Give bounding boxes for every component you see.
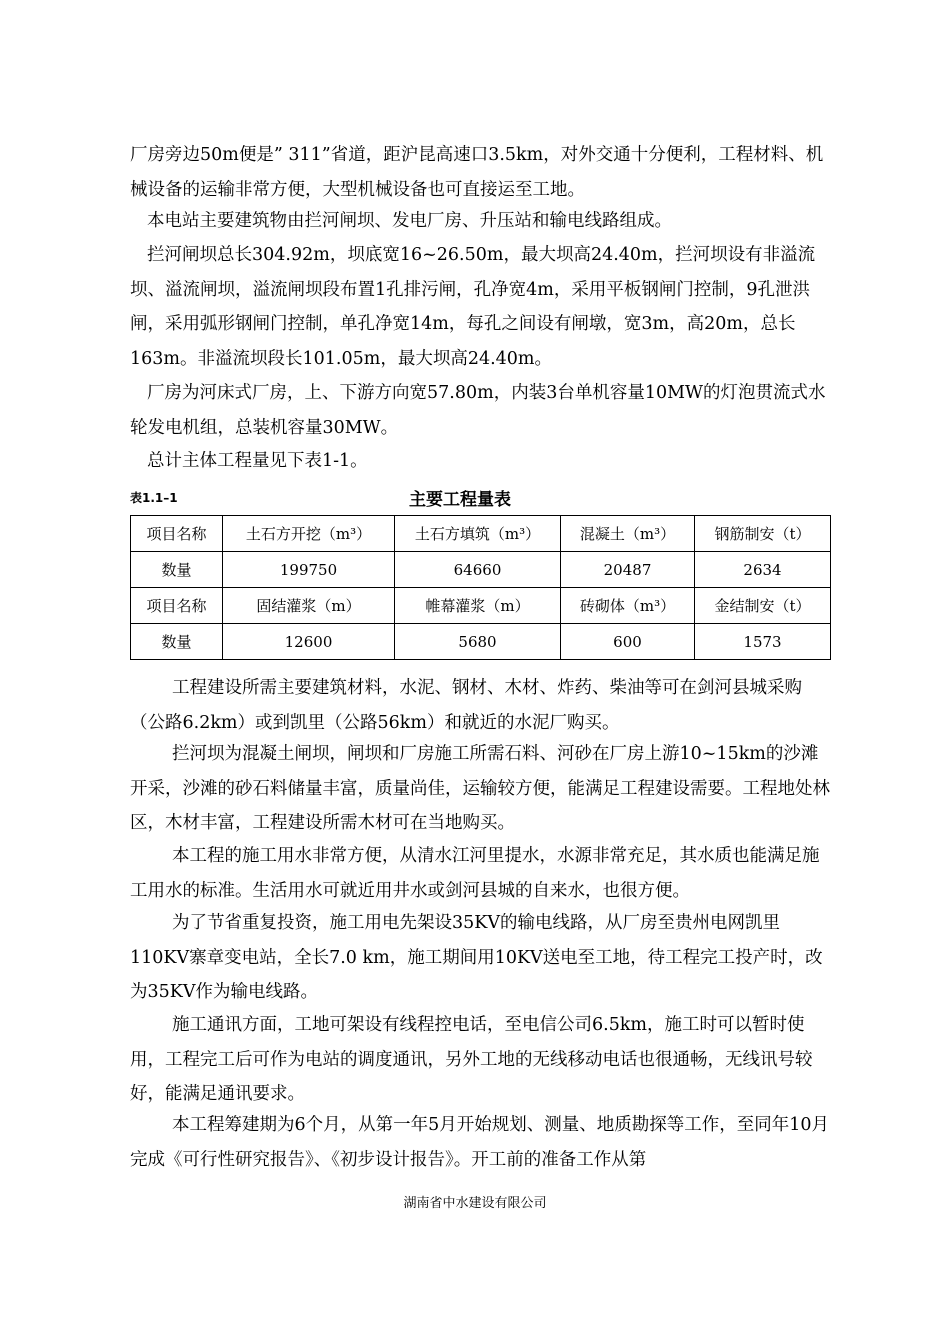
table-row [131, 516, 831, 552]
paragraph-water: 本工程的施工用水非常方便，从清水江河里提水，水源非常充足，其水质也能满足施工用水的标准。生活用水可就近用井水或剑河县城的自来水，也很方便。 [130, 846, 820, 901]
table-cell: 199750 [223, 552, 395, 588]
table-row [131, 624, 831, 660]
paragraph-dam: 拦河闸坝总长304.92m，坝底宽16~26.50m，最大坝高24.40m，拦河坝设有非溢流坝、溢流闸坝，溢流闸坝段布置1孔排污闸，孔净宽4m，采用平板钢闸门控制，9孔泄洪闸，采用弧形钢闸门控制，单孔净宽14m，每孔之间设有闸墩，宽3m，高20m，总长163m。非溢流坝段长101.05m，最大坝高24.40m。 [130, 245, 816, 369]
table-cell: 20487 [561, 552, 695, 588]
paragraph-stone-sand: 拦河坝为混凝土闸坝，闸坝和厂房施工所需石料、河砂在厂房上游10~15km的沙滩开采，沙滩的砂石料储量丰富，质量尚佳，运输较方便，能满足工程建设需要。工程地处林区，木材丰富，工程建设所需木材可在当地购买。 [130, 744, 830, 833]
paragraph-table-ref: 总计主体工程量见下表1-1。 [147, 451, 368, 471]
paragraph-power: 为了节省重复投资，施工用电先架设35KV的输电线路，从厂房至贵州电网凯里110KV寨章变电站，全长7.0 km，施工期间用10KV送电至工地，待工程完工投产时，改为35KV作为输电线路。 [130, 913, 823, 1002]
table-cell: 土石方填筑（m³） [395, 516, 561, 552]
paragraph-schedule: 本工程筹建期为6个月，从第一年5月开始规划、测量、地质勘探等工作，至同年10月完成《可行性研究报告》、《初步设计报告》。开工前的准备工作从第 [130, 1115, 830, 1170]
table-caption [130, 485, 830, 509]
table-cell: 固结灌浆（m） [223, 588, 395, 624]
table-cell: 1573 [695, 624, 831, 660]
table-cell: 金结制安（t） [695, 588, 831, 624]
table-cell: 600 [561, 624, 695, 660]
table-cell: 项目名称 [131, 516, 223, 552]
table-cell: 砖砌体（m³） [561, 588, 695, 624]
table-cell: 土石方开挖（m³） [223, 516, 395, 552]
table-cell: 钢筋制安（t） [695, 516, 831, 552]
paragraph-powerhouse: 厂房为河床式厂房，上、下游方向宽57.80m，内装3台单机容量10MW的灯泡贯流式水轮发电机组，总装机容量30MW。 [130, 383, 826, 438]
table-cell: 项目名称 [131, 588, 223, 624]
table-cell: 数量 [131, 624, 223, 660]
paragraph-materials: 工程建设所需主要建筑材料，水泥、钢材、木材、炸药、柴油等可在剑河县城采购（公路6.2km）或到凯里（公路56km）和就近的水泥厂购买。 [130, 678, 802, 733]
table-cell: 12600 [223, 624, 395, 660]
table-cell: 5680 [395, 624, 561, 660]
quantity-table [130, 515, 831, 660]
table-cell: 数量 [131, 552, 223, 588]
paragraph-communication: 施工通讯方面，工地可架设有线程控电话，至电信公司6.5km，施工时可以暂时使用，工程完工后可作为电站的调度通讯，另外工地的无线移动电话也很通畅，无线讯号较好，能满足通讯要求。 [130, 1015, 813, 1104]
paragraph-buildings: 本电站主要建筑物由拦河闸坝、发电厂房、升压站和输电线路组成。 [147, 211, 672, 231]
table-title: 主要工程量表 [409, 490, 511, 510]
paragraph-traffic: 厂房旁边50m便是” 311”省道，距沪昆高速口3.5km，对外交通十分便利，工程材料、机械设备的运输非常方便，大型机械设备也可直接运至工地。 [130, 145, 824, 200]
table-row [131, 588, 831, 624]
table-row [131, 552, 831, 588]
table-cell: 64660 [395, 552, 561, 588]
table-cell: 帷幕灌浆（m） [395, 588, 561, 624]
table-cell: 2634 [695, 552, 831, 588]
table-number: 表1.1–1 [130, 491, 178, 505]
table-cell: 混凝土（m³） [561, 516, 695, 552]
page-footer: 湖南省中水建设有限公司 [403, 1196, 547, 1211]
